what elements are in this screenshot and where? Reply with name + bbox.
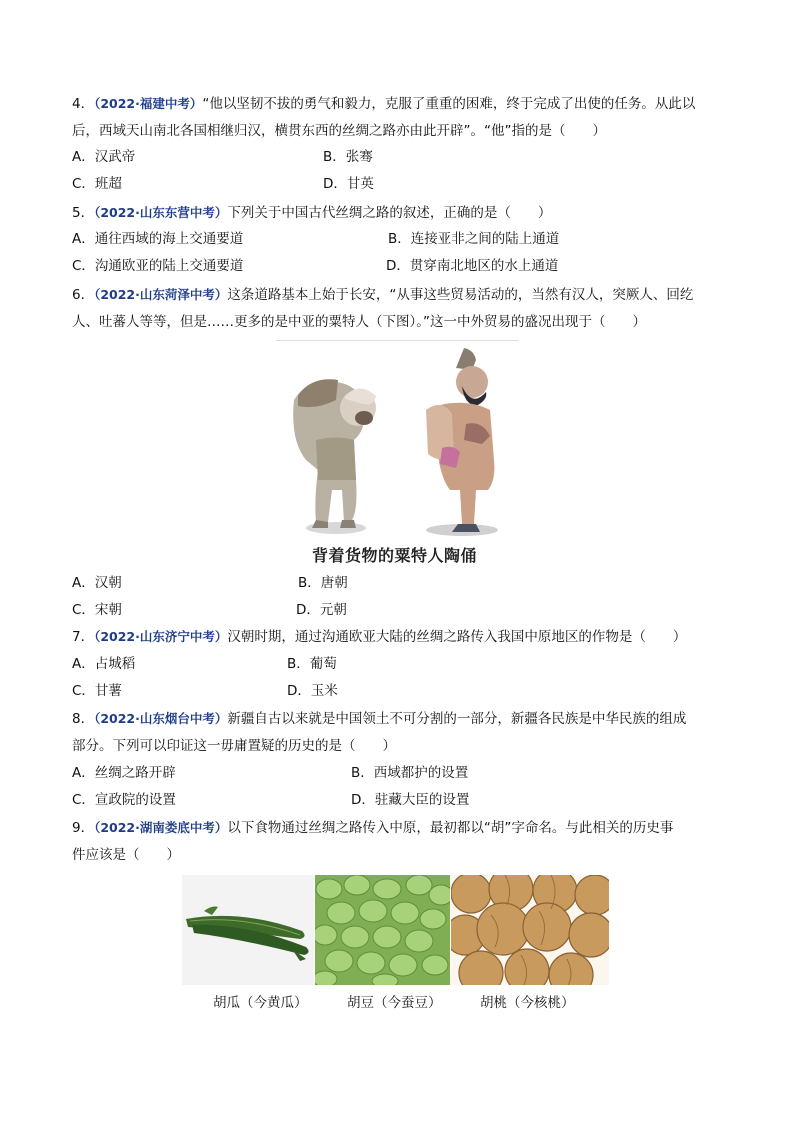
question-text: 以下食物通过丝绸之路传入中原，最初都以“胡”字命名。与此相关的历史事 — [227, 820, 674, 836]
sogdian-figurines-image — [276, 340, 518, 540]
question-text: 下列关于中国古代丝绸之路的叙述，正确的是（ ） — [227, 205, 552, 221]
option-b[interactable]: B．葡萄 — [287, 656, 337, 672]
question-number: 4． — [72, 96, 95, 112]
walnuts-image — [451, 875, 609, 985]
option-c[interactable]: C．宣政院的设置 — [72, 792, 176, 808]
option-a[interactable]: A．占城稻 — [72, 656, 136, 672]
question-number: 6． — [72, 287, 95, 303]
option-b[interactable]: B．西域都护的设置 — [351, 765, 469, 781]
option-b[interactable]: B．唐朝 — [298, 575, 348, 591]
question-text: 这条道路基本上始于长安，“从事这些贸易活动的，当然有汉人，突厥人、回纥 — [227, 287, 694, 303]
option-c[interactable]: C．班超 — [72, 176, 122, 192]
option-a[interactable]: A．汉朝 — [72, 575, 122, 591]
question-text: 汉朝时期，通过沟通欧亚大陆的丝绸之路传入我国中原地区的作物是（ ） — [227, 629, 687, 645]
food-caption-cucumber: 胡瓜（今黄瓜） — [213, 995, 308, 1011]
cucumber-image — [182, 875, 314, 985]
option-c[interactable]: C．宋朝 — [72, 602, 122, 618]
question-source: （2022·山东东营中考） — [94, 205, 228, 220]
food-caption-walnut: 胡桃（今核桃） — [480, 995, 575, 1011]
option-c[interactable]: C．甘薯 — [72, 683, 122, 699]
question-7 — [72, 623, 724, 651]
question-5 — [72, 199, 724, 227]
option-d[interactable]: D．玉米 — [287, 683, 338, 699]
question-source: （2022·山东菏泽中考） — [94, 287, 228, 302]
option-a[interactable]: A．丝绸之路开辟 — [72, 765, 176, 781]
figure-caption: 背着货物的粟特人陶俑 — [312, 546, 478, 565]
option-c[interactable]: C．沟通欧亚的陆上交通要道 — [72, 258, 244, 274]
question-number: 9． — [72, 820, 95, 836]
question-text-cont: 人、吐蕃人等等，但是……更多的是中亚的粟特人（下图）。”这一中外贸易的盛况出现于（ ） — [72, 314, 646, 330]
question-text-cont: 后，西域天山南北各国相继归汉，横贯东西的丝绸之路亦由此开辟”。“他”指的是（ ） — [72, 123, 606, 139]
option-b[interactable]: B．张骞 — [323, 149, 373, 165]
option-d[interactable]: D．甘英 — [323, 176, 374, 192]
question-number: 8． — [72, 711, 95, 727]
option-d[interactable]: D．驻藏大臣的设置 — [351, 792, 470, 808]
question-4 — [72, 90, 724, 145]
option-a[interactable]: A．通往西域的海上交通要道 — [72, 231, 244, 247]
question-8 — [72, 705, 724, 760]
question-text-cont: 部分。下列可以印证这一毋庸置疑的历史的是（ ） — [72, 738, 396, 754]
question-number: 7． — [72, 629, 95, 645]
question-number: 5． — [72, 205, 95, 221]
question-source: （2022·山东烟台中考） — [94, 711, 228, 726]
question-source: （2022·山东济宁中考） — [94, 629, 228, 644]
option-b[interactable]: B．连接亚非之间的陆上通道 — [388, 231, 560, 247]
question-text: 新疆自古以来就是中国领土不可分割的一部分，新疆各民族是中华民族的组成 — [227, 711, 687, 727]
option-d[interactable]: D．元朝 — [296, 602, 347, 618]
question-text: “他以坚韧不拔的勇气和毅力，克服了重重的困难，终于完成了出使的任务。从此以 — [202, 96, 696, 112]
broad-beans-image — [315, 875, 450, 985]
option-a[interactable]: A．汉武帝 — [72, 149, 136, 165]
food-caption-broad-bean: 胡豆（今蚕豆） — [347, 995, 442, 1011]
question-6 — [72, 281, 724, 336]
question-9 — [72, 814, 724, 869]
question-source: （2022·福建中考） — [94, 96, 203, 111]
question-text-cont: 件应该是（ ） — [72, 847, 180, 863]
question-source: （2022·湖南娄底中考） — [94, 820, 228, 835]
option-d[interactable]: D．贯穿南北地区的水上通道 — [386, 258, 559, 274]
